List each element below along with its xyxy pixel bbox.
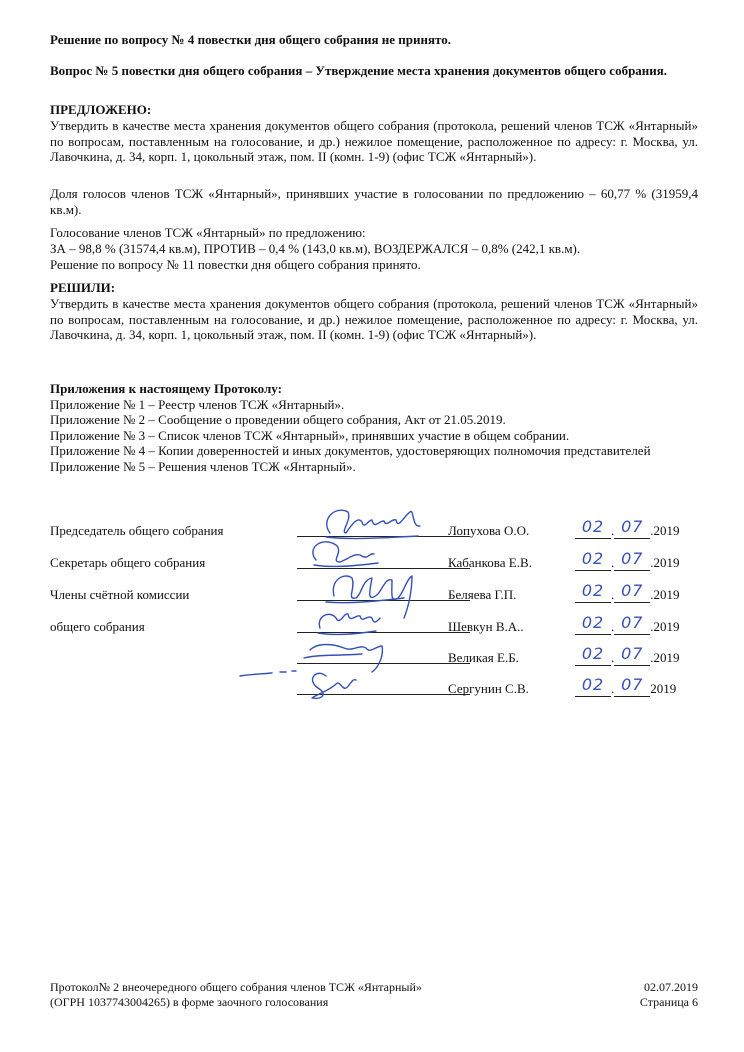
footer-ogrn: (ОГРН 1037743004265) в форме заочного голосования bbox=[50, 995, 329, 1009]
signatory-name: Беляева Г.П. bbox=[448, 587, 517, 602]
share-text: Доля голосов членов ТСЖ «Янтарный», принявших участие в голосовании по предложению – 60,77 % (31959,4 кв.м). bbox=[50, 186, 698, 217]
voting-results: ЗА – 98,8 % (31574,4 кв.м), ПРОТИВ – 0,4 % (143,0 кв.м), ВОЗДЕРЖАЛСЯ – 0,8% (242,1 кв.м). bbox=[50, 241, 581, 256]
signature-date: 02 . 07 .2019 bbox=[575, 523, 705, 539]
footer-page-number: Страница 6 bbox=[639, 995, 698, 1009]
signature-date: 02 . 07 .2019 bbox=[575, 555, 705, 571]
signature-date: 02 . 07 .2019 bbox=[575, 619, 705, 635]
signature-scribble bbox=[313, 542, 374, 562]
attachment-item: Приложение № 3 – Список членов ТСЖ «Янтарный», принявших участие в общем собрании. bbox=[50, 427, 570, 443]
voting-label: Голосование членов ТСЖ «Янтарный» по предложению: bbox=[50, 225, 366, 240]
signatory-name: Сергунин С.В. bbox=[448, 681, 529, 696]
signatory-name: Великая Е.Б. bbox=[448, 650, 519, 665]
signature-scribble bbox=[326, 536, 418, 539]
signature-scribble bbox=[304, 654, 362, 658]
signature-scribble bbox=[240, 671, 296, 676]
signature-scribble bbox=[319, 614, 380, 628]
signatory-role: общего собрания bbox=[50, 619, 145, 634]
signature-scribble bbox=[318, 631, 376, 634]
footer-date: 02.07.2019 bbox=[644, 980, 698, 994]
signatory-name: Шевкун В.А.. bbox=[448, 619, 524, 634]
signature-date: 02 . 07 2019 bbox=[575, 681, 705, 697]
signature-scribble bbox=[310, 645, 382, 673]
question-5-heading: Вопрос № 5 повестки дня общего собрания – Утверждение места хранения документов общего собрания. bbox=[50, 63, 668, 78]
signature-scribble bbox=[314, 563, 378, 566]
resolved-text: Утвердить в качестве места хранения документов общего собрания (протокола, решений членов ТСЖ «Янтарный» по вопросам, поставленным на голосование, и др.) нежилое помещение, расположенное по адресу: г. Москва, ул. Лавочкина, д. 34, корп. 1, цокольный этаж, пом. II (комн. 1-9) (офис ТСЖ «Янтарный»). bbox=[50, 296, 698, 342]
signatory-role: Секретарь общего собрания bbox=[50, 555, 206, 570]
signature-scribble bbox=[326, 598, 404, 603]
attachment-item: Приложение № 2 – Сообщение о проведении общего собрания, Акт от 21.05.2019. bbox=[50, 412, 506, 427]
signature-scribble bbox=[312, 673, 356, 698]
attachment-item: Приложение № 1 – Реестр членов ТСЖ «Янтарный». bbox=[50, 396, 345, 412]
attachments-heading: Приложения к настоящему Протоколу: bbox=[50, 381, 282, 396]
signature-scribble bbox=[327, 510, 420, 533]
signature-date: 02 . 07 .2019 bbox=[575, 650, 705, 666]
proposed-text: Утвердить в качестве места хранения документов общего собрания (протокола, решений членов ТСЖ «Янтарный» по вопросам, поставленным на голосование, и др.) нежилое помещение, расположенное по адресу: г. Москва, ул. Лавочкина, д. 34, корп. 1, цокольный этаж, пом. II (комн. 1-9) (офис ТСЖ «Янтарный»). bbox=[50, 118, 698, 164]
signatory-name: Кабанкова Е.В. bbox=[448, 555, 532, 570]
decision-text: Решение по вопросу № 11 повестки дня общего собрания принято. bbox=[50, 257, 421, 272]
proposed-label: ПРЕДЛОЖЕНО: bbox=[50, 102, 152, 117]
decision-4: Решение по вопросу № 4 повестки дня общего собрания не принято. bbox=[50, 32, 451, 47]
signatory-name: Лопухова О.О. bbox=[448, 523, 530, 538]
signatory-role: Члены счётной комиссии bbox=[50, 587, 190, 602]
signature-date: 02 . 07 .2019 bbox=[575, 587, 705, 603]
attachment-item: Приложение № 4 – Копии доверенностей и иных документов, удостоверяющих полномочия представителей bbox=[50, 443, 651, 458]
signature-scribble bbox=[333, 576, 412, 618]
signatory-role: Председатель общего собрания bbox=[50, 523, 224, 538]
footer-protocol: Протокол№ 2 внеочередного общего собрания членов ТСЖ «Янтарный» bbox=[50, 980, 422, 994]
resolved-label: РЕШИЛИ: bbox=[50, 280, 116, 295]
attachment-item: Приложение № 5 – Решения членов ТСЖ «Янтарный». bbox=[50, 458, 356, 474]
